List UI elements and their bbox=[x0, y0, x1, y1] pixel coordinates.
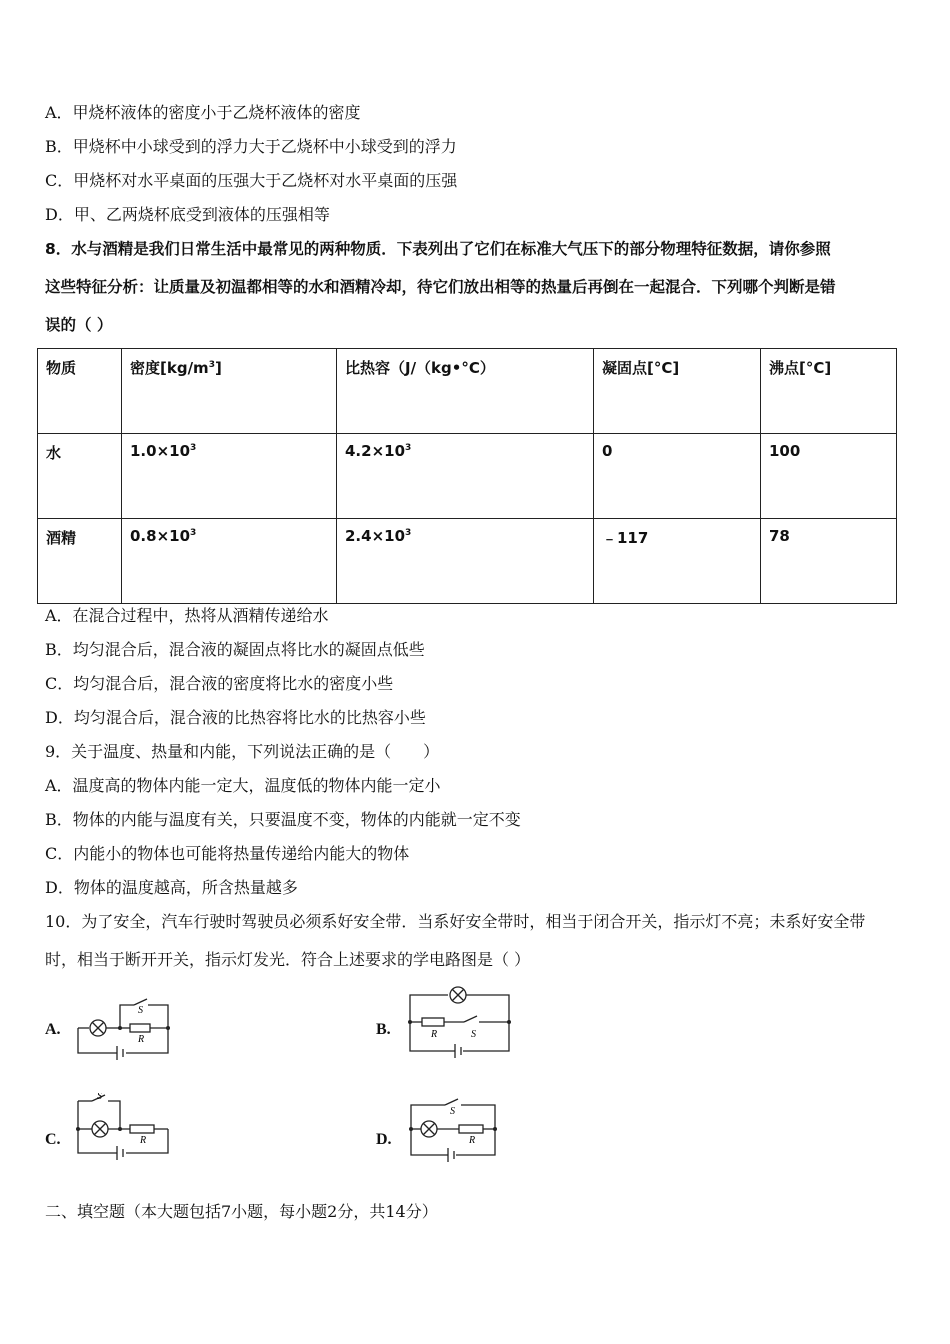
q7-option-c: C．甲烧杯对水平桌面的压强大于乙烧杯对水平桌面的压强 bbox=[45, 171, 458, 190]
circuit-c-label: C. bbox=[45, 1131, 61, 1148]
table-row bbox=[38, 519, 897, 604]
header-substance: 物质 bbox=[38, 349, 122, 434]
q8-option-c: C．均匀混合后，混合液的密度将比水的密度小些 bbox=[45, 674, 394, 693]
q9-option-b: B．物体的内能与温度有关，只要温度不变，物体的内能就一定不变 bbox=[45, 810, 521, 829]
header-freezing-point: 凝固点[°C] bbox=[594, 349, 761, 434]
row-alcohol-freeze: ﹣117 bbox=[594, 519, 761, 604]
row-water-density: $1.0\times 10^3$ bbox=[122, 434, 337, 519]
properties-table bbox=[37, 348, 897, 604]
table-header-row bbox=[38, 349, 897, 434]
resistor-r-label: R bbox=[431, 1029, 438, 1040]
circuit-b-label: B. bbox=[376, 1021, 391, 1038]
q7-option-d: D．甲、乙两烧杯底受到液体的压强相等 bbox=[45, 205, 330, 224]
row-water-name: 水 bbox=[38, 434, 122, 519]
switch-s-label: S bbox=[471, 1029, 476, 1040]
circuit-b-diagram bbox=[405, 985, 520, 1060]
row-alcohol-boil: 78 bbox=[761, 519, 897, 604]
row-water-heat: $4.2\times 10^3$ bbox=[337, 434, 594, 519]
q9-option-a: A．温度高的物体内能一定大，温度低的物体内能一定小 bbox=[45, 776, 441, 795]
q8-stem-line2: 这些特征分析：让质量及初温都相等的水和酒精冷却，待它们放出相等的热量后再倒在一起混合．下列哪个判断是错 bbox=[45, 278, 836, 296]
header-specific-heat: 比热容（J/（kg•°C） bbox=[337, 349, 594, 434]
circuit-d-label: D. bbox=[376, 1131, 392, 1148]
q9-option-d: D．物体的温度越高，所含热量越多 bbox=[45, 878, 298, 897]
q8-stem-line3: 误的（ ） bbox=[45, 316, 113, 334]
header-boiling-point: 沸点[°C] bbox=[761, 349, 897, 434]
q7-option-b: B．甲烧杯中小球受到的浮力大于乙烧杯中小球受到的浮力 bbox=[45, 137, 457, 156]
q8-stem-line1: 8．水与酒精是我们日常生活中最常见的两种物质．下表列出了它们在标准大气压下的部分物理特征数据，请你参照 bbox=[45, 240, 831, 258]
header-density: 密度$[kg/m^3]$ bbox=[122, 349, 337, 434]
circuit-a-diagram bbox=[72, 995, 177, 1063]
q10-stem-line2: 时，相当于断开开关，指示灯发光．符合上述要求的学电路图是（ ） bbox=[45, 950, 531, 969]
q10-stem-line1: 10．为了安全，汽车行驶时驾驶员必须系好安全带．当系好安全带时，相当于闭合开关，指示灯不亮；未系好安全带 bbox=[45, 912, 866, 931]
q8-option-d: D．均匀混合后，混合液的比热容将比水的比热容小些 bbox=[45, 708, 426, 727]
circuit-c-diagram bbox=[72, 1093, 177, 1161]
row-alcohol-density: $0.8\times 10^3$ bbox=[122, 519, 337, 604]
circuit-a-label: A. bbox=[45, 1021, 61, 1038]
q9-option-c: C．内能小的物体也可能将热量传递给内能大的物体 bbox=[45, 844, 410, 863]
resistor-r-label: R bbox=[469, 1135, 476, 1146]
row-water-freeze: 0 bbox=[594, 434, 761, 519]
section-2-heading: 二、填空题（本大题包括7小题，每小题2分，共14分） bbox=[45, 1202, 438, 1221]
resistor-r-label: R bbox=[140, 1135, 147, 1146]
q9-stem: 9．关于温度、热量和内能，下列说法正确的是（ ） bbox=[45, 742, 440, 761]
circuit-d-diagram bbox=[405, 1097, 505, 1165]
row-alcohol-name: 酒精 bbox=[38, 519, 122, 604]
row-alcohol-heat: $2.4\times 10^3$ bbox=[337, 519, 594, 604]
q7-option-a: A．甲烧杯液体的密度小于乙烧杯液体的密度 bbox=[45, 103, 361, 122]
table-row bbox=[38, 434, 897, 519]
switch-s-label: S bbox=[450, 1106, 455, 1117]
switch-s-label: S bbox=[138, 1005, 143, 1016]
resistor-r-label: R bbox=[138, 1034, 145, 1045]
switch-s-label: S bbox=[97, 1093, 102, 1102]
q8-option-b: B．均匀混合后，混合液的凝固点将比水的凝固点低些 bbox=[45, 640, 425, 659]
q8-option-a: A．在混合过程中，热将从酒精传递给水 bbox=[45, 606, 329, 625]
row-water-boil: 100 bbox=[761, 434, 897, 519]
